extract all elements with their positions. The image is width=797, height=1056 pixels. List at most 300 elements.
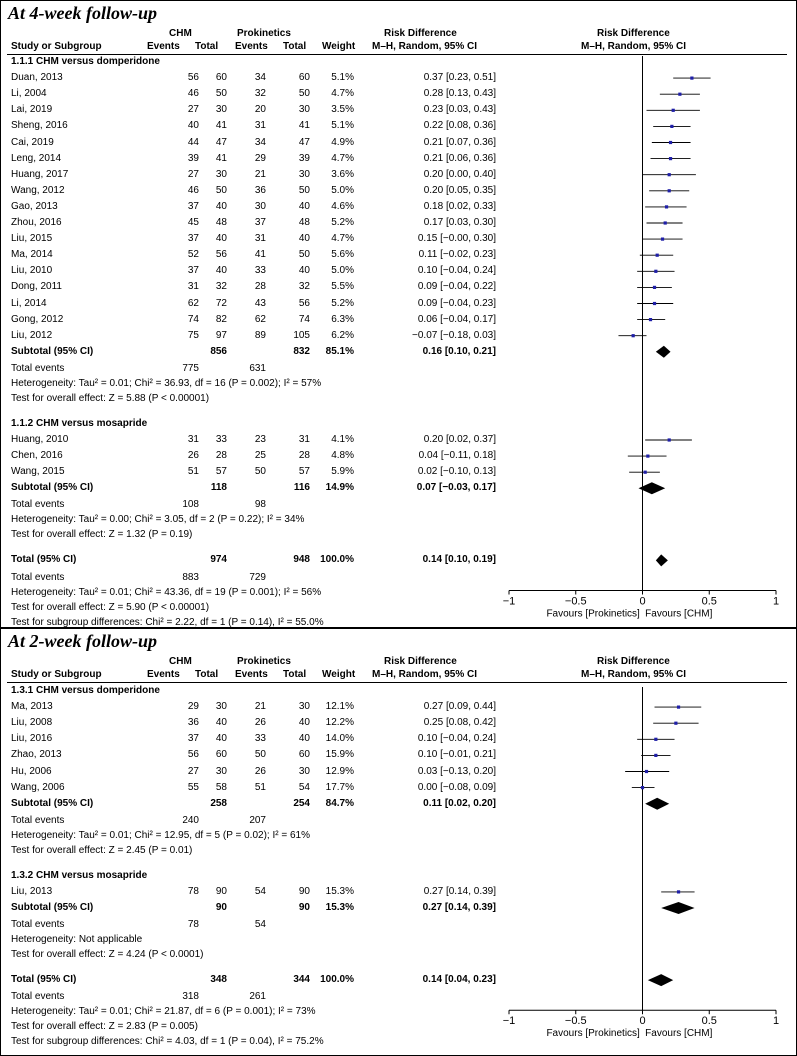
grand-total-events-prok: 729 bbox=[249, 571, 266, 583]
risk-difference-ci: 0.00 [−0.08, 0.09] bbox=[417, 781, 496, 793]
point-estimate bbox=[677, 706, 680, 709]
header-chm: CHM bbox=[169, 656, 192, 667]
chm-events: 39 bbox=[187, 152, 199, 164]
prok-total: 50 bbox=[298, 88, 310, 100]
chm-total: 56 bbox=[215, 249, 227, 261]
risk-difference-ci: 0.27 [0.14, 0.39] bbox=[423, 885, 496, 897]
risk-difference-ci: 0.20 [0.02, 0.37] bbox=[423, 434, 496, 445]
weight-value: 5.5% bbox=[331, 281, 354, 293]
weight-value: 4.7% bbox=[331, 233, 354, 245]
chm-total: 90 bbox=[215, 885, 227, 897]
total-chm-total: 974 bbox=[210, 554, 227, 566]
prok-total: 57 bbox=[298, 466, 310, 478]
heterogeneity: Heterogeneity: Not applicable bbox=[11, 934, 143, 946]
point-estimate bbox=[661, 238, 664, 241]
x-tick-label: 1 bbox=[772, 595, 780, 608]
prok-events: 33 bbox=[254, 265, 266, 277]
favours-left-label: Favours [Prokinetics] bbox=[546, 608, 640, 620]
x-tick-label: 0 bbox=[639, 1015, 646, 1028]
total-events-prok: 631 bbox=[249, 362, 266, 374]
grand-total-events-label: Total events bbox=[11, 571, 65, 583]
subtotal-label: Subtotal (95% CI) bbox=[11, 797, 94, 809]
subtotal-label: Subtotal (95% CI) bbox=[11, 902, 94, 913]
subgroup-differences: Test for subgroup differences: Chi² = 2.22, df = 1 (P = 0.14), I² = 55.0% bbox=[11, 616, 324, 628]
prok-events: 34 bbox=[254, 136, 266, 148]
risk-difference-ci: 0.37 [0.23, 0.51] bbox=[423, 72, 496, 84]
prok-events: 28 bbox=[254, 281, 266, 293]
grand-heterogeneity: Heterogeneity: Tau² = 0.01; Chi² = 21.87, df = 6 (P = 0.001); I² = 73% bbox=[11, 1006, 316, 1018]
study-name: Wang, 2012 bbox=[11, 184, 65, 196]
chm-total: 40 bbox=[215, 200, 227, 212]
total-events-label: Total events bbox=[11, 814, 65, 826]
point-estimate bbox=[649, 318, 652, 321]
weight-value: 5.0% bbox=[331, 184, 354, 196]
risk-difference-ci: 0.22 [0.08, 0.36] bbox=[423, 120, 496, 132]
heterogeneity: Heterogeneity: Tau² = 0.01; Chi² = 12.95, df = 5 (P = 0.02); I² = 61% bbox=[11, 829, 310, 841]
panel-2-week bbox=[0, 628, 797, 1056]
weight-value: 14.0% bbox=[325, 733, 354, 745]
chm-total: 72 bbox=[215, 297, 227, 309]
weight-value: 4.1% bbox=[331, 434, 354, 445]
chm-total: 41 bbox=[215, 152, 227, 164]
chm-total: 50 bbox=[215, 184, 227, 196]
point-estimate bbox=[653, 286, 656, 289]
subtotal-weight: 14.9% bbox=[325, 482, 354, 494]
prok-total: 47 bbox=[298, 136, 310, 148]
grand-total-events-chm: 883 bbox=[182, 571, 199, 583]
risk-difference-ci: 0.23 [0.03, 0.43] bbox=[423, 104, 496, 116]
subgroup-title: 1.1.1 CHM versus domperidone bbox=[11, 56, 160, 67]
weight-value: 3.6% bbox=[331, 168, 354, 180]
header-total-chm: Total bbox=[195, 41, 219, 52]
prok-total: 56 bbox=[298, 297, 310, 309]
total-events-chm: 108 bbox=[182, 499, 199, 511]
header-chm: CHM bbox=[169, 28, 192, 39]
chm-total: 97 bbox=[215, 329, 227, 341]
total-prok-total: 344 bbox=[293, 974, 310, 986]
chm-total: 58 bbox=[215, 781, 227, 793]
subgroup-title: 1.3.1 CHM versus domperidone bbox=[11, 685, 160, 696]
subtotal-weight: 85.1% bbox=[325, 345, 354, 357]
study-name: Zhou, 2016 bbox=[11, 217, 62, 228]
prok-total: 30 bbox=[298, 765, 310, 777]
subgroup-differences: Test for subgroup differences: Chi² = 4.03, df = 1 (P = 0.04), I² = 75.2% bbox=[11, 1036, 324, 1048]
heterogeneity: Heterogeneity: Tau² = 0.01; Chi² = 36.93, df = 16 (P = 0.002); I² = 57% bbox=[11, 377, 322, 389]
study-name: Ma, 2014 bbox=[11, 249, 53, 261]
prok-events: 23 bbox=[254, 434, 266, 445]
overall-effect: Test for overall effect: Z = 2.45 (P = 0.01) bbox=[11, 844, 193, 856]
x-tick-label: 0 bbox=[639, 595, 646, 608]
study-name: Huang, 2017 bbox=[11, 168, 69, 180]
weight-value: 4.6% bbox=[331, 200, 354, 212]
chm-events: 74 bbox=[187, 313, 199, 325]
prok-total: 40 bbox=[298, 733, 310, 745]
prok-events: 37 bbox=[254, 217, 266, 228]
prok-total: 74 bbox=[298, 313, 310, 325]
x-tick-label: 0.5 bbox=[701, 595, 717, 608]
weight-value: 12.1% bbox=[325, 701, 354, 713]
grand-overall-effect: Test for overall effect: Z = 2.83 (P = 0.005) bbox=[11, 1021, 198, 1033]
grand-total-events-label: Total events bbox=[11, 991, 65, 1003]
chm-events: 37 bbox=[187, 233, 199, 245]
panel-title: At 4-week follow-up bbox=[8, 3, 157, 23]
x-tick-label: −1 bbox=[502, 1015, 516, 1028]
overall-effect: Test for overall effect: Z = 1.32 (P = 0.19) bbox=[11, 529, 193, 541]
weight-value: 5.0% bbox=[331, 265, 354, 277]
chm-events: 56 bbox=[187, 749, 199, 761]
subtotal-ci: 0.11 [0.02, 0.20] bbox=[423, 797, 496, 809]
weight-value: 5.2% bbox=[331, 297, 354, 309]
prok-events: 26 bbox=[254, 717, 266, 729]
total-label: Total (95% CI) bbox=[11, 554, 77, 566]
prok-events: 50 bbox=[254, 749, 266, 761]
chm-events: 26 bbox=[187, 450, 199, 462]
forest-plot bbox=[1, 629, 796, 1055]
chm-total: 40 bbox=[215, 233, 227, 245]
study-name: Liu, 2012 bbox=[11, 329, 53, 341]
prok-events: 32 bbox=[254, 88, 266, 100]
prok-total: 30 bbox=[298, 104, 310, 116]
chm-events: 27 bbox=[187, 104, 199, 116]
prok-total: 48 bbox=[298, 217, 310, 228]
prok-events: 51 bbox=[254, 781, 266, 793]
subtotal-prok-total: 90 bbox=[298, 902, 310, 913]
subtotal-chm-total: 118 bbox=[210, 482, 227, 494]
total-label: Total (95% CI) bbox=[11, 974, 77, 986]
weight-value: 12.2% bbox=[325, 717, 354, 729]
chm-total: 30 bbox=[215, 765, 227, 777]
point-estimate bbox=[677, 890, 680, 893]
panel-title: At 2-week follow-up bbox=[8, 631, 157, 651]
point-estimate bbox=[656, 254, 659, 257]
weight-value: 15.9% bbox=[325, 749, 354, 761]
prok-total: 32 bbox=[298, 281, 310, 293]
prok-events: 34 bbox=[254, 72, 266, 84]
header-events-chm: Events bbox=[147, 41, 180, 52]
subtotal-prok-total: 116 bbox=[293, 482, 310, 494]
chm-total: 60 bbox=[215, 749, 227, 761]
prok-events: 30 bbox=[254, 200, 266, 212]
risk-difference-ci: 0.20 [0.05, 0.35] bbox=[423, 184, 496, 196]
weight-value: 5.2% bbox=[331, 217, 354, 228]
pooled-diamond bbox=[648, 974, 673, 986]
chm-events: 45 bbox=[187, 217, 199, 228]
chm-total: 33 bbox=[215, 434, 227, 445]
prok-total: 90 bbox=[298, 885, 310, 897]
chm-events: 37 bbox=[187, 265, 199, 277]
chm-events: 37 bbox=[187, 733, 199, 745]
point-estimate bbox=[665, 205, 668, 208]
header-total-chm: Total bbox=[195, 669, 219, 680]
header-events-prok: Events bbox=[235, 41, 268, 52]
total-events-chm: 775 bbox=[182, 362, 199, 374]
risk-difference-ci: −0.07 [−0.18, 0.03] bbox=[412, 329, 496, 341]
pooled-diamond bbox=[656, 346, 671, 358]
prok-total: 50 bbox=[298, 184, 310, 196]
chm-total: 32 bbox=[215, 281, 227, 293]
prok-events: 89 bbox=[254, 329, 266, 341]
weight-value: 4.7% bbox=[331, 88, 354, 100]
subtotal-chm-total: 90 bbox=[215, 902, 227, 913]
point-estimate bbox=[669, 141, 672, 144]
x-tick-label: 1 bbox=[772, 1015, 780, 1028]
header-risk-difference: Risk Difference bbox=[384, 28, 457, 39]
subtotal-prok-total: 254 bbox=[293, 797, 310, 809]
header-total-prok: Total bbox=[283, 669, 307, 680]
prok-events: 21 bbox=[254, 701, 266, 713]
header-events-prok: Events bbox=[235, 669, 268, 680]
point-estimate bbox=[641, 786, 644, 789]
prok-events: 29 bbox=[254, 152, 266, 164]
prok-events: 25 bbox=[254, 450, 266, 462]
point-estimate bbox=[645, 770, 648, 773]
header-risk-difference: Risk Difference bbox=[384, 656, 457, 667]
header-study: Study or Subgroup bbox=[11, 669, 102, 680]
grand-overall-effect: Test for overall effect: Z = 5.90 (P < 0.00001) bbox=[11, 601, 210, 613]
point-estimate bbox=[644, 471, 647, 474]
study-name: Chen, 2016 bbox=[11, 450, 63, 462]
weight-value: 5.1% bbox=[331, 72, 354, 84]
subtotal-weight: 84.7% bbox=[325, 797, 354, 809]
prok-total: 31 bbox=[298, 434, 310, 445]
study-name: Gong, 2012 bbox=[11, 313, 64, 325]
chm-events: 44 bbox=[187, 136, 199, 148]
weight-value: 6.2% bbox=[331, 329, 354, 341]
header-plot-title: Risk Difference bbox=[597, 656, 670, 667]
weight-value: 5.6% bbox=[331, 249, 354, 261]
prok-events: 26 bbox=[254, 765, 266, 777]
study-name: Wang, 2006 bbox=[11, 781, 65, 793]
risk-difference-ci: 0.25 [0.08, 0.42] bbox=[423, 717, 496, 729]
prok-total: 40 bbox=[298, 717, 310, 729]
subtotal-weight: 15.3% bbox=[325, 902, 354, 913]
header-method: M–H, Random, 95% CI bbox=[372, 669, 478, 680]
risk-difference-ci: 0.15 [−0.00, 0.30] bbox=[417, 233, 496, 245]
prok-events: 33 bbox=[254, 733, 266, 745]
header-plot-method: M–H, Random, 95% CI bbox=[581, 669, 687, 680]
study-name: Liu, 2013 bbox=[11, 885, 53, 897]
risk-difference-ci: 0.02 [−0.10, 0.13] bbox=[417, 466, 496, 478]
study-name: Liu, 2010 bbox=[11, 265, 53, 277]
weight-value: 4.9% bbox=[331, 136, 354, 148]
risk-difference-ci: 0.11 [−0.02, 0.23] bbox=[418, 249, 496, 261]
point-estimate bbox=[678, 93, 681, 96]
risk-difference-ci: 0.18 [0.02, 0.33] bbox=[423, 200, 496, 212]
point-estimate bbox=[670, 125, 673, 128]
chm-events: 55 bbox=[187, 781, 199, 793]
chm-total: 30 bbox=[215, 168, 227, 180]
point-estimate bbox=[632, 334, 635, 337]
weight-value: 5.9% bbox=[331, 466, 354, 478]
risk-difference-ci: 0.10 [−0.04, 0.24] bbox=[417, 733, 496, 745]
point-estimate bbox=[654, 754, 657, 757]
weight-value: 3.5% bbox=[331, 104, 354, 116]
prok-total: 40 bbox=[298, 200, 310, 212]
header-weight: Weight bbox=[322, 669, 356, 680]
heterogeneity: Heterogeneity: Tau² = 0.00; Chi² = 3.05, df = 2 (P = 0.22); I² = 34% bbox=[11, 514, 305, 526]
overall-effect: Test for overall effect: Z = 4.24 (P < 0.0001) bbox=[11, 949, 204, 961]
point-estimate bbox=[674, 722, 677, 725]
total-events-label: Total events bbox=[11, 362, 65, 374]
point-estimate bbox=[654, 738, 657, 741]
study-name: Lai, 2019 bbox=[11, 104, 53, 116]
weight-value: 6.3% bbox=[331, 313, 354, 325]
study-name: Li, 2014 bbox=[11, 297, 47, 309]
chm-events: 27 bbox=[187, 168, 199, 180]
chm-events: 75 bbox=[187, 329, 199, 341]
chm-total: 57 bbox=[215, 466, 227, 478]
chm-events: 46 bbox=[187, 88, 199, 100]
weight-value: 17.7% bbox=[325, 781, 354, 793]
point-estimate bbox=[668, 173, 671, 176]
study-name: Liu, 2016 bbox=[11, 733, 53, 745]
study-name: Ma, 2013 bbox=[11, 701, 53, 713]
header-prokinetics: Prokinetics bbox=[237, 656, 291, 667]
subtotal-chm-total: 258 bbox=[210, 797, 227, 809]
risk-difference-ci: 0.10 [−0.01, 0.21] bbox=[417, 749, 496, 761]
grand-total-events-prok: 261 bbox=[249, 991, 266, 1003]
study-name: Wang, 2015 bbox=[11, 466, 65, 478]
risk-difference-ci: 0.20 [0.00, 0.40] bbox=[423, 168, 496, 180]
total-events-label: Total events bbox=[11, 919, 65, 931]
chm-total: 30 bbox=[215, 701, 227, 713]
chm-total: 82 bbox=[215, 313, 227, 325]
risk-difference-ci: 0.06 [−0.04, 0.17] bbox=[417, 313, 496, 325]
prok-total: 50 bbox=[298, 249, 310, 261]
subtotal-label: Subtotal (95% CI) bbox=[11, 482, 94, 494]
pooled-diamond bbox=[645, 798, 669, 810]
total-events-chm: 240 bbox=[182, 814, 199, 826]
risk-difference-ci: 0.17 [0.03, 0.30] bbox=[423, 217, 496, 228]
prok-total: 40 bbox=[298, 233, 310, 245]
study-name: Leng, 2014 bbox=[11, 152, 62, 164]
point-estimate bbox=[668, 438, 671, 441]
total-ci: 0.14 [0.10, 0.19] bbox=[422, 554, 496, 566]
weight-value: 4.7% bbox=[331, 152, 354, 164]
weight-value: 5.1% bbox=[331, 120, 354, 132]
prok-total: 41 bbox=[298, 120, 310, 132]
total-events-label: Total events bbox=[11, 499, 65, 511]
chm-total: 40 bbox=[215, 265, 227, 277]
prok-events: 41 bbox=[254, 249, 266, 261]
risk-difference-ci: 0.04 [−0.11, 0.18] bbox=[418, 450, 496, 462]
subtotal-label: Subtotal (95% CI) bbox=[11, 345, 94, 357]
prok-events: 31 bbox=[254, 120, 266, 132]
chm-events: 31 bbox=[187, 281, 199, 293]
study-name: Hu, 2006 bbox=[11, 765, 52, 777]
prok-total: 105 bbox=[293, 329, 310, 341]
chm-events: 78 bbox=[187, 885, 199, 897]
risk-difference-ci: 0.03 [−0.13, 0.20] bbox=[417, 765, 496, 777]
prok-events: 36 bbox=[254, 184, 266, 196]
total-ci: 0.14 [0.04, 0.23] bbox=[422, 974, 496, 986]
pooled-diamond bbox=[661, 902, 694, 914]
chm-total: 47 bbox=[215, 136, 227, 148]
subtotal-ci: 0.16 [0.10, 0.21] bbox=[422, 345, 496, 357]
prok-events: 50 bbox=[254, 466, 266, 478]
study-name: Zhao, 2013 bbox=[11, 749, 62, 761]
point-estimate bbox=[664, 221, 667, 224]
chm-events: 51 bbox=[187, 466, 199, 478]
study-name: Liu, 2015 bbox=[11, 233, 53, 245]
favours-left-label: Favours [Prokinetics] bbox=[546, 1028, 640, 1040]
chm-total: 28 bbox=[215, 450, 227, 462]
chm-total: 60 bbox=[215, 72, 227, 84]
point-estimate bbox=[690, 77, 693, 80]
study-name: Sheng, 2016 bbox=[11, 120, 68, 132]
favours-right-label: Favours [CHM] bbox=[645, 1028, 713, 1040]
prok-total: 28 bbox=[298, 450, 310, 462]
prok-total: 40 bbox=[298, 265, 310, 277]
weight-value: 12.9% bbox=[325, 765, 354, 777]
prok-events: 31 bbox=[254, 233, 266, 245]
risk-difference-ci: 0.21 [0.07, 0.36] bbox=[423, 136, 496, 148]
chm-events: 40 bbox=[187, 120, 199, 132]
prok-events: 21 bbox=[254, 168, 266, 180]
header-plot-title: Risk Difference bbox=[597, 28, 670, 39]
prok-events: 20 bbox=[254, 104, 266, 116]
risk-difference-ci: 0.09 [−0.04, 0.23] bbox=[417, 297, 496, 309]
total-weight: 100.0% bbox=[320, 554, 354, 566]
prok-total: 60 bbox=[298, 72, 310, 84]
point-estimate bbox=[653, 302, 656, 305]
chm-events: 27 bbox=[187, 765, 199, 777]
overall-effect: Test for overall effect: Z = 5.88 (P < 0.00001) bbox=[11, 392, 210, 404]
forest-plot bbox=[1, 1, 796, 627]
point-estimate bbox=[669, 157, 672, 160]
study-name: Duan, 2013 bbox=[11, 72, 63, 84]
study-name: Dong, 2011 bbox=[11, 281, 62, 293]
risk-difference-ci: 0.21 [0.06, 0.36] bbox=[423, 152, 496, 164]
chm-events: 31 bbox=[187, 434, 199, 445]
chm-events: 46 bbox=[187, 184, 199, 196]
subgroup-title: 1.1.2 CHM versus mosapride bbox=[11, 417, 148, 429]
prok-events: 62 bbox=[254, 313, 266, 325]
point-estimate bbox=[668, 189, 671, 192]
subgroup-title: 1.3.2 CHM versus mosapride bbox=[11, 869, 148, 881]
header-prokinetics: Prokinetics bbox=[237, 28, 291, 39]
risk-difference-ci: 0.10 [−0.04, 0.24] bbox=[417, 265, 496, 277]
grand-heterogeneity: Heterogeneity: Tau² = 0.01; Chi² = 43.36, df = 19 (P = 0.001); I² = 56% bbox=[11, 586, 322, 598]
x-tick-label: −1 bbox=[502, 595, 516, 608]
chm-total: 48 bbox=[215, 217, 227, 228]
study-name: Li, 2004 bbox=[11, 88, 47, 100]
total-events-prok: 54 bbox=[254, 919, 266, 931]
prok-total: 30 bbox=[298, 701, 310, 713]
chm-events: 56 bbox=[187, 72, 199, 84]
total-weight: 100.0% bbox=[320, 974, 354, 986]
chm-events: 29 bbox=[187, 701, 199, 713]
study-name: Cai, 2019 bbox=[11, 136, 54, 148]
grand-total-events-chm: 318 bbox=[182, 991, 199, 1003]
chm-events: 52 bbox=[187, 249, 199, 261]
subtotal-ci: 0.07 [−0.03, 0.17] bbox=[416, 482, 496, 494]
header-weight: Weight bbox=[322, 41, 356, 52]
chm-total: 41 bbox=[215, 120, 227, 132]
risk-difference-ci: 0.09 [−0.04, 0.22] bbox=[417, 281, 496, 293]
chm-events: 37 bbox=[187, 200, 199, 212]
prok-total: 39 bbox=[298, 152, 310, 164]
risk-difference-ci: 0.28 [0.13, 0.43] bbox=[423, 88, 496, 100]
subtotal-ci: 0.27 [0.14, 0.39] bbox=[422, 902, 496, 913]
header-method: M–H, Random, 95% CI bbox=[372, 41, 478, 52]
total-chm-total: 348 bbox=[210, 974, 227, 986]
total-events-chm: 78 bbox=[187, 919, 199, 931]
subtotal-prok-total: 832 bbox=[293, 345, 310, 357]
prok-total: 54 bbox=[298, 781, 310, 793]
study-name: Gao, 2013 bbox=[11, 200, 58, 212]
chm-total: 40 bbox=[215, 717, 227, 729]
